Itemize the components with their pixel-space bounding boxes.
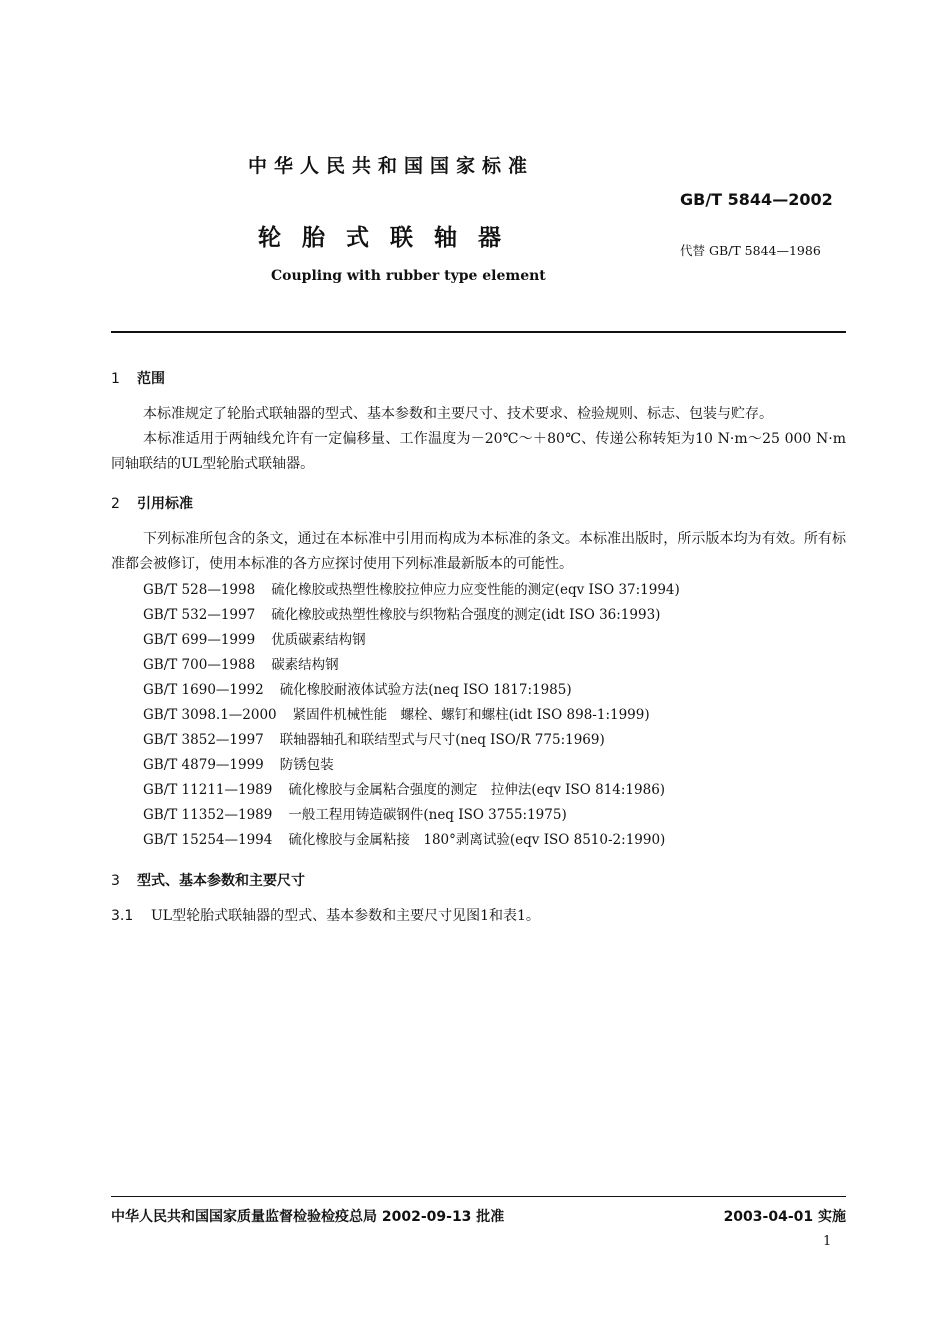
section-number: 2 <box>111 496 120 512</box>
section-3-heading <box>111 870 305 890</box>
reference-title: 紧固件机械性能 螺栓、螺钉和螺柱(idt ISO 898-1:1999) <box>292 707 650 723</box>
section-number: 1 <box>111 371 120 387</box>
header-divider <box>111 331 846 333</box>
reference-title: 联轴器轴孔和联结型式与尺寸(neq ISO/R 775:1969) <box>279 732 605 748</box>
clause-text: UL型轮胎式联轴器的型式、基本参数和主要尺寸见图1和表1。 <box>151 908 540 924</box>
standard-title: 中华人民共和国国家标准 <box>248 155 535 177</box>
standard-code: GB/T 5844—2002 <box>680 190 833 209</box>
footer-divider <box>111 1196 846 1197</box>
reference-item <box>143 753 334 773</box>
reference-title: 碳素结构钢 <box>271 657 339 673</box>
clause-number: 3.1 <box>111 908 134 924</box>
reference-code: GB/T 699—1999 <box>143 632 256 648</box>
reference-code: GB/T 532—1997 <box>143 607 256 623</box>
reference-item <box>143 778 665 798</box>
reference-title: 硫化橡胶与金属粘接 180°剥离试验(eqv ISO 8510-2:1990) <box>288 832 666 848</box>
reference-item <box>143 653 339 673</box>
page-number: 1 <box>823 1234 832 1249</box>
section-number: 3 <box>111 873 120 889</box>
replaces-note: 代替 GB/T 5844—1986 <box>680 243 821 258</box>
reference-item <box>143 828 665 848</box>
english-title: Coupling with rubber type element <box>271 268 546 284</box>
section-2-heading <box>111 493 193 513</box>
reference-item <box>143 728 605 748</box>
reference-code: GB/T 1690—1992 <box>143 682 264 698</box>
reference-code: GB/T 700—1988 <box>143 657 256 673</box>
section-1-paragraph-1: 本标准规定了轮胎式联轴器的型式、基本参数和主要尺寸、技术要求、检验规则、标志、包装与贮存。 <box>143 406 773 422</box>
section-title: 引用标准 <box>137 496 193 512</box>
reference-item <box>143 803 567 823</box>
reference-item <box>143 703 650 723</box>
clause-3-1 <box>111 905 540 925</box>
reference-code: GB/T 3852—1997 <box>143 732 264 748</box>
reference-code: GB/T 11211—1989 <box>143 782 273 798</box>
reference-code: GB/T 3098.1—2000 <box>143 707 277 723</box>
section-title: 型式、基本参数和主要尺寸 <box>137 873 305 889</box>
reference-title: 硫化橡胶或热塑性橡胶与织物粘合强度的测定(idt ISO 36:1993) <box>271 607 661 623</box>
reference-title: 优质碳素结构钢 <box>271 632 366 648</box>
reference-item <box>143 578 680 598</box>
approval-line: 中华人民共和国国家质量监督检验检疫总局 2002-09-13 批准 <box>111 1209 505 1225</box>
reference-title: 硫化橡胶耐液体试验方法(neq ISO 1817:1985) <box>279 682 572 698</box>
reference-title: 一般工程用铸造碳钢件(neq ISO 3755:1975) <box>288 807 567 823</box>
section-1-heading <box>111 368 165 388</box>
reference-code: GB/T 4879—1999 <box>143 757 264 773</box>
reference-code: GB/T 15254—1994 <box>143 832 273 848</box>
reference-code: GB/T 528—1998 <box>143 582 256 598</box>
section-title: 范围 <box>137 371 165 387</box>
section-1-paragraph-2: 本标准适用于两轴线允许有一定偏移量、工作温度为－20℃～＋80℃、传递公称转矩为10 N·m～25 000 N·m同轴联结的UL型轮胎式联轴器。 <box>111 431 846 472</box>
implementation-date: 2003-04-01 实施 <box>723 1209 846 1225</box>
reference-title: 硫化橡胶或热塑性橡胶拉伸应力应变性能的测定(eqv ISO 37:1994) <box>271 582 680 598</box>
reference-code: GB/T 11352—1989 <box>143 807 273 823</box>
section-2-paragraph-1: 下列标准所包含的条文，通过在本标准中引用而构成为本标准的条文。本标准出版时，所示版本均为有效。所有标准都会被修订，使用本标准的各方应探讨使用下列标准最新版本的可能性。 <box>111 531 846 572</box>
document-title: 轮胎式联轴器 <box>258 224 522 251</box>
reference-item <box>143 628 366 648</box>
reference-title: 防锈包装 <box>279 757 334 773</box>
reference-item <box>143 603 660 623</box>
reference-item <box>143 678 572 698</box>
reference-title: 硫化橡胶与金属粘合强度的测定 拉伸法(eqv ISO 814:1986) <box>288 782 666 798</box>
